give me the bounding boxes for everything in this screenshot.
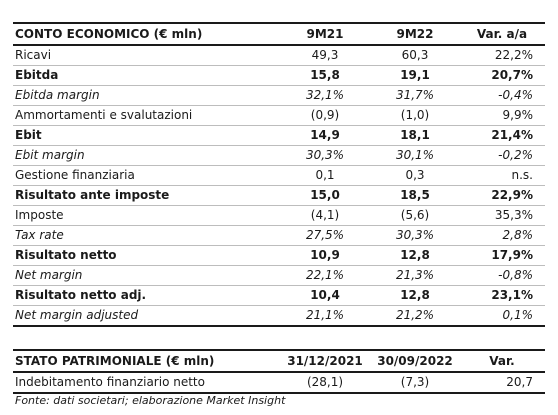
source-note: Fonte: dati societari; elaborazione Market Insight bbox=[15, 394, 286, 407]
row-label: Net margin bbox=[13, 266, 281, 286]
value-cell: (0,9) bbox=[281, 106, 371, 126]
value-cell: 21,1% bbox=[281, 306, 371, 327]
table-title: CONTO ECONOMICO (€ mln) bbox=[13, 23, 281, 45]
column-header: 9M22 bbox=[371, 23, 461, 45]
table-row bbox=[13, 286, 545, 306]
row-label: Ricavi bbox=[13, 45, 281, 66]
row-label: Risultato ante imposte bbox=[13, 186, 281, 206]
value-cell: 18,1 bbox=[371, 126, 461, 146]
variation-cell: 22,9% bbox=[461, 186, 545, 206]
table-row bbox=[13, 126, 545, 146]
value-cell: 19,1 bbox=[371, 66, 461, 86]
row-label: Indebitamento finanziario netto bbox=[13, 372, 281, 393]
row-label: Ebitda margin bbox=[13, 86, 281, 106]
value-cell: 49,3 bbox=[281, 45, 371, 66]
table-header-row bbox=[13, 23, 545, 45]
column-header: 9M21 bbox=[281, 23, 371, 45]
value-cell: 22,1% bbox=[281, 266, 371, 286]
value-cell: 27,5% bbox=[281, 226, 371, 246]
variation-cell: 20,7 bbox=[461, 372, 545, 393]
variation-cell: -0,4% bbox=[461, 86, 545, 106]
table-row bbox=[13, 226, 545, 246]
table-header-row bbox=[13, 350, 545, 372]
column-header: Var. a/a bbox=[461, 23, 545, 45]
table-row bbox=[13, 86, 545, 106]
value-cell: 15,0 bbox=[281, 186, 371, 206]
row-label: Risultato netto bbox=[13, 246, 281, 266]
row-label: Risultato netto adj. bbox=[13, 286, 281, 306]
table-row bbox=[13, 372, 545, 393]
table-row bbox=[13, 266, 545, 286]
balance-sheet-table bbox=[13, 349, 545, 394]
row-label: Ammortamenti e svalutazioni bbox=[13, 106, 281, 126]
table-row bbox=[13, 66, 545, 86]
variation-cell: 22,2% bbox=[461, 45, 545, 66]
table-row bbox=[13, 45, 545, 66]
value-cell: 15,8 bbox=[281, 66, 371, 86]
value-cell: (1,0) bbox=[371, 106, 461, 126]
row-label: Ebitda bbox=[13, 66, 281, 86]
column-header: 31/12/2021 bbox=[281, 350, 371, 372]
value-cell: 21,3% bbox=[371, 266, 461, 286]
value-cell: (5,6) bbox=[371, 206, 461, 226]
value-cell: 18,5 bbox=[371, 186, 461, 206]
variation-cell: 0,1% bbox=[461, 306, 545, 327]
table-row bbox=[13, 166, 545, 186]
row-label: Ebit bbox=[13, 126, 281, 146]
table-row bbox=[13, 306, 545, 327]
row-label: Imposte bbox=[13, 206, 281, 226]
column-header: Var. bbox=[461, 350, 545, 372]
value-cell: 10,9 bbox=[281, 246, 371, 266]
table-row bbox=[13, 206, 545, 226]
value-cell: (4,1) bbox=[281, 206, 371, 226]
value-cell: 12,8 bbox=[371, 246, 461, 266]
variation-cell: 20,7% bbox=[461, 66, 545, 86]
variation-cell: -0,2% bbox=[461, 146, 545, 166]
value-cell: 21,2% bbox=[371, 306, 461, 327]
variation-cell: 21,4% bbox=[461, 126, 545, 146]
table-row bbox=[13, 146, 545, 166]
table-row bbox=[13, 246, 545, 266]
value-cell: 31,7% bbox=[371, 86, 461, 106]
column-header: 30/09/2022 bbox=[371, 350, 461, 372]
row-label: Ebit margin bbox=[13, 146, 281, 166]
variation-cell: 23,1% bbox=[461, 286, 545, 306]
value-cell: 30,1% bbox=[371, 146, 461, 166]
value-cell: 30,3% bbox=[371, 226, 461, 246]
value-cell: 0,3 bbox=[371, 166, 461, 186]
variation-cell: n.s. bbox=[461, 166, 545, 186]
row-label: Gestione finanziaria bbox=[13, 166, 281, 186]
row-label: Tax rate bbox=[13, 226, 281, 246]
value-cell: 10,4 bbox=[281, 286, 371, 306]
variation-cell: 17,9% bbox=[461, 246, 545, 266]
variation-cell: -0,8% bbox=[461, 266, 545, 286]
variation-cell: 9,9% bbox=[461, 106, 545, 126]
value-cell: 32,1% bbox=[281, 86, 371, 106]
table-row bbox=[13, 106, 545, 126]
value-cell: 0,1 bbox=[281, 166, 371, 186]
value-cell: (7,3) bbox=[371, 372, 461, 393]
value-cell: (28,1) bbox=[281, 372, 371, 393]
value-cell: 14,9 bbox=[281, 126, 371, 146]
table-title: STATO PATRIMONIALE (€ mln) bbox=[13, 350, 281, 372]
income-statement-table bbox=[13, 22, 545, 327]
value-cell: 30,3% bbox=[281, 146, 371, 166]
variation-cell: 2,8% bbox=[461, 226, 545, 246]
value-cell: 12,8 bbox=[371, 286, 461, 306]
value-cell: 60,3 bbox=[371, 45, 461, 66]
variation-cell: 35,3% bbox=[461, 206, 545, 226]
table-row bbox=[13, 186, 545, 206]
row-label: Net margin adjusted bbox=[13, 306, 281, 327]
